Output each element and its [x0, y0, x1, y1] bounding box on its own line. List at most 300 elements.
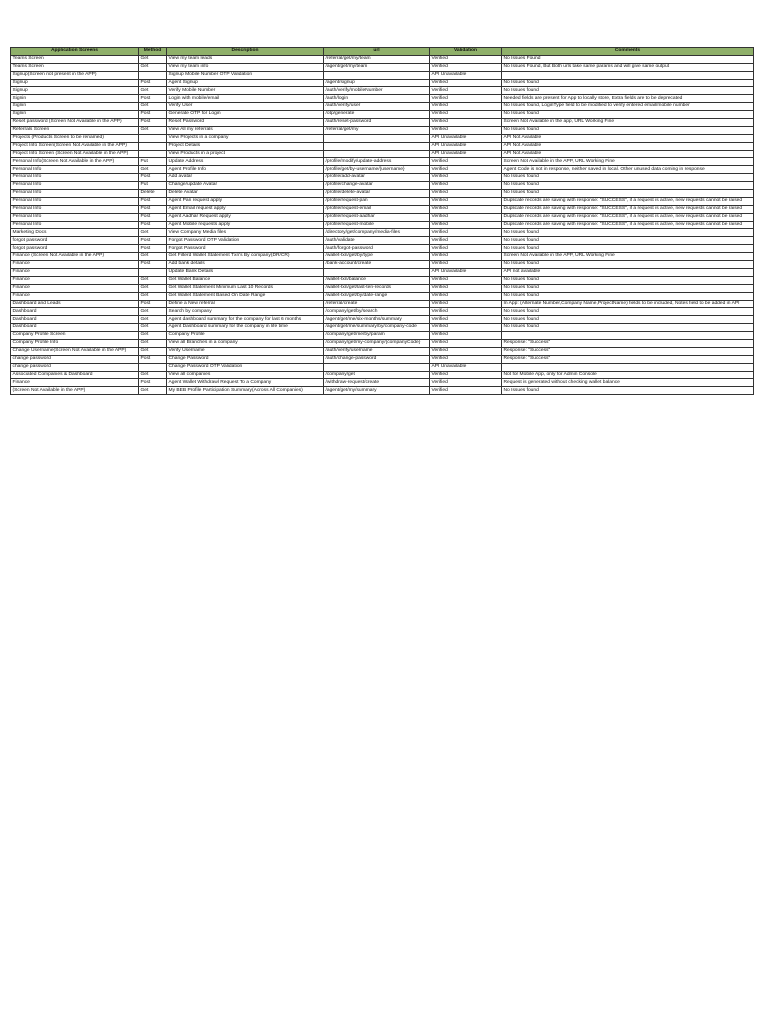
cell-url [324, 134, 430, 142]
cell-validation: API Unavailable [430, 134, 502, 142]
cell-comments: No Issues found [502, 324, 754, 332]
cell-url: /profile/request-mobile [324, 221, 430, 229]
cell-comments: Agent Code is not in response, neither saved in local. Other unused data coming in response [502, 166, 754, 174]
cell-validation: Verified [430, 63, 502, 71]
table-row [11, 166, 754, 174]
table-row [11, 79, 754, 87]
column-header-comments: Comments [502, 48, 754, 56]
cell-url: /auth/reset-password [324, 119, 430, 127]
table-row [11, 95, 754, 103]
cell-method: Get [139, 166, 167, 174]
cell-url: /wallet-txn/get/last-ten-records [324, 284, 430, 292]
cell-validation: Verified [430, 79, 502, 87]
cell-method: Get [139, 229, 167, 237]
table-row [11, 134, 754, 142]
cell-validation: Verified [430, 158, 502, 166]
table-body [11, 55, 754, 394]
cell-comments: Duplicate records are saving with response: "SUCCESS", if a request is active, new requests cannot be raised [502, 213, 754, 221]
cell-method: Put [139, 182, 167, 190]
table-row [11, 142, 754, 150]
cell-application-screen: Finance [11, 284, 139, 292]
table-row [11, 245, 754, 253]
cell-comments: No Issues found [502, 308, 754, 316]
cell-description: Agent Dashboard summary for the company in life time [167, 324, 324, 332]
table-row [11, 71, 754, 79]
table-row [11, 268, 754, 276]
cell-method: Get [139, 339, 167, 347]
cell-application-screen: Personal Info [11, 190, 139, 198]
cell-url: /referral/get/my [324, 126, 430, 134]
cell-validation: Verified [430, 276, 502, 284]
cell-comments: Duplicate records are saving with response: "SUCCESS", if a request is active, new requests cannot be raised [502, 205, 754, 213]
table-row [11, 253, 754, 261]
cell-comments [502, 363, 754, 371]
cell-application-screen: Dashboard [11, 308, 139, 316]
cell-comments: No Issues found [502, 79, 754, 87]
table-row [11, 308, 754, 316]
cell-comments: No Issues found [502, 316, 754, 324]
cell-url: /profile/get/by-username/{username} [324, 166, 430, 174]
cell-url: /wallet-txn/balance [324, 276, 430, 284]
cell-validation: Verified [430, 95, 502, 103]
cell-application-screen: (Screen Not Available in the APP) [11, 387, 139, 395]
cell-url: /withdraw-request/create [324, 379, 430, 387]
cell-comments: No Issues found, LoginType field to be modified to verify entered email/mobile number [502, 103, 754, 111]
cell-method: Post [139, 261, 167, 269]
cell-comments: Screen Not Available in the APP, URL Working Fine [502, 158, 754, 166]
cell-application-screen: Personal Info [11, 213, 139, 221]
cell-application-screen: Projects (Products Screen to be renamed) [11, 134, 139, 142]
cell-method [139, 134, 167, 142]
cell-url: /agent/get/me/summary/by/company-code [324, 324, 430, 332]
cell-url: /company/get [324, 371, 430, 379]
cell-method: Get [139, 63, 167, 71]
cell-validation: Verified [430, 355, 502, 363]
cell-application-screen: Finance [11, 292, 139, 300]
cell-method: Post [139, 111, 167, 119]
cell-url: /profile/request-email [324, 205, 430, 213]
column-header-application-screens: Application Screens [11, 48, 139, 56]
cell-application-screen: Project Info Screen (Screen Not Available in the APP) [11, 150, 139, 158]
cell-method: Get [139, 87, 167, 95]
cell-validation: Verified [430, 213, 502, 221]
cell-method: Put [139, 158, 167, 166]
cell-url: /wallet-txn/get/by/type [324, 253, 430, 261]
cell-description: View all companies [167, 371, 324, 379]
cell-description: Agent Mobile requests apply [167, 221, 324, 229]
cell-description: Agent Profile Info [167, 166, 324, 174]
cell-application-screen: Project Info Screen(Screen Not Available in the APP) [11, 142, 139, 150]
table-row [11, 261, 754, 269]
cell-description: Add avatar [167, 174, 324, 182]
table-row [11, 387, 754, 395]
cell-url: /otp/generate [324, 111, 430, 119]
cell-application-screen: Finance [11, 379, 139, 387]
cell-comments: Needed fields are present for App to locally store, Extra fields are to be deprecated [502, 95, 754, 103]
table-row [11, 205, 754, 213]
cell-url: /referral/create [324, 300, 430, 308]
cell-method: Post [139, 300, 167, 308]
cell-validation: Verified [430, 126, 502, 134]
cell-url: /agent/get/my/team [324, 63, 430, 71]
cell-application-screen: change password [11, 363, 139, 371]
cell-application-screen: Personal Info [11, 205, 139, 213]
cell-comments: API Not Available [502, 134, 754, 142]
cell-description: Change Password OTP Validation [167, 363, 324, 371]
cell-method: Post [139, 213, 167, 221]
cell-comments: Response: "Success" [502, 339, 754, 347]
cell-application-screen: Signup [11, 87, 139, 95]
table-row [11, 363, 754, 371]
cell-validation: API Unavailable [430, 363, 502, 371]
cell-comments: API Not Available [502, 142, 754, 150]
cell-comments: Request is generated without checking wallet balance [502, 379, 754, 387]
cell-comments: No Issues found [502, 276, 754, 284]
cell-description: View All my referrals [167, 126, 324, 134]
table-row [11, 324, 754, 332]
cell-validation: Verified [430, 229, 502, 237]
cell-url: /profile/change-avatar [324, 182, 430, 190]
cell-application-screen: Teams Screen [11, 55, 139, 63]
cell-comments: No Issues found [502, 126, 754, 134]
table-row [11, 347, 754, 355]
cell-description: Change/update Avatar [167, 182, 324, 190]
cell-comments: API not available [502, 268, 754, 276]
cell-method: Post [139, 79, 167, 87]
table-row [11, 213, 754, 221]
table-row [11, 197, 754, 205]
cell-comments: Not for Mobile App, only for Admin Console [502, 371, 754, 379]
cell-method: Get [139, 387, 167, 395]
header-row [11, 48, 754, 56]
table-row [11, 332, 754, 340]
cell-url [324, 150, 430, 158]
cell-validation: Verified [430, 182, 502, 190]
cell-application-screen: Personal Info(Screen Not Available in the APP) [11, 158, 139, 166]
table-row [11, 174, 754, 182]
cell-description: Get Wallet Statement Based On Date Range [167, 292, 324, 300]
table-row [11, 284, 754, 292]
cell-comments: No Issues Found [502, 55, 754, 63]
cell-description: Agent Email request apply [167, 205, 324, 213]
cell-comments: No Issues found [502, 292, 754, 300]
cell-application-screen: Finance [11, 268, 139, 276]
cell-validation: API Unavailable [430, 71, 502, 79]
cell-validation: Verified [430, 379, 502, 387]
table-row [11, 111, 754, 119]
cell-url: /referral/get/my/team [324, 55, 430, 63]
cell-application-screen: Dashboard [11, 324, 139, 332]
cell-description: Company Profile [167, 332, 324, 340]
column-header-method: Method [139, 48, 167, 56]
cell-validation: Verified [430, 190, 502, 198]
cell-application-screen: Finance (Screen Not Available in the APP) [11, 253, 139, 261]
cell-method [139, 150, 167, 158]
cell-comments: No Issues found [502, 111, 754, 119]
cell-description: Define a New referral [167, 300, 324, 308]
cell-application-screen: Reset password (Screen Not Available in the APP) [11, 119, 139, 127]
cell-url: /auth/verify/mobileNumber [324, 87, 430, 95]
cell-validation: Verified [430, 253, 502, 261]
cell-validation: Verified [430, 55, 502, 63]
cell-description: Verify User [167, 103, 324, 111]
cell-method: Get [139, 347, 167, 355]
cell-method: Post [139, 197, 167, 205]
cell-validation: Verified [430, 324, 502, 332]
table-row [11, 150, 754, 158]
cell-url [324, 71, 430, 79]
cell-comments: No Issues found [502, 229, 754, 237]
cell-method: Post [139, 379, 167, 387]
cell-validation: Verified [430, 237, 502, 245]
table-row [11, 300, 754, 308]
cell-method: Post [139, 119, 167, 127]
cell-description: Verify Mobile Number [167, 87, 324, 95]
cell-validation: Verified [430, 87, 502, 95]
cell-method: Get [139, 324, 167, 332]
cell-description: Forgot Password [167, 245, 324, 253]
cell-url: /profile/modify/update-address [324, 158, 430, 166]
cell-application-screen: Signin [11, 111, 139, 119]
cell-method: Get [139, 55, 167, 63]
cell-description: Signup Mobile Number OTP Validation [167, 71, 324, 79]
cell-comments: No Issues found [502, 174, 754, 182]
cell-application-screen: Signup [11, 79, 139, 87]
cell-comments [502, 332, 754, 340]
cell-url: /profile/request-pan [324, 197, 430, 205]
cell-application-screen: Finance [11, 276, 139, 284]
cell-validation: API Unavailable [430, 268, 502, 276]
cell-description: Agent dashboard summary for the company for last 6 months [167, 316, 324, 324]
cell-application-screen: Personal Info [11, 182, 139, 190]
cell-application-screen: change password [11, 355, 139, 363]
cell-description: Update Address [167, 158, 324, 166]
cell-comments: No Issues found [502, 182, 754, 190]
column-header-validation: Validation [430, 48, 502, 56]
cell-url [324, 363, 430, 371]
cell-description: Delete Avatar [167, 190, 324, 198]
cell-description: Reset Password [167, 119, 324, 127]
table-row [11, 316, 754, 324]
column-header-url: url [324, 48, 430, 56]
table-row [11, 103, 754, 111]
cell-description: Search by company [167, 308, 324, 316]
cell-method: Post [139, 174, 167, 182]
table-row [11, 355, 754, 363]
cell-description: Agent Aadhar Request apply [167, 213, 324, 221]
cell-method: Post [139, 221, 167, 229]
table-row [11, 379, 754, 387]
cell-validation: Verified [430, 316, 502, 324]
cell-description: Verify Username [167, 347, 324, 355]
cell-description: Forgot Password OTP Validation [167, 237, 324, 245]
cell-method [139, 142, 167, 150]
cell-description: Agent Pan request apply [167, 197, 324, 205]
cell-url [324, 142, 430, 150]
cell-method: Post [139, 205, 167, 213]
cell-validation: API Unavailable [430, 150, 502, 158]
cell-application-screen: Signin [11, 103, 139, 111]
cell-comments: Response: "Success" [502, 347, 754, 355]
cell-method: Get [139, 332, 167, 340]
table-row [11, 87, 754, 95]
table-row [11, 119, 754, 127]
cell-method: Get [139, 284, 167, 292]
cell-url: /auth/verify/username [324, 347, 430, 355]
cell-method: Get [139, 126, 167, 134]
cell-method [139, 363, 167, 371]
cell-comments: No Issues found [502, 245, 754, 253]
cell-description: Generate OTP for Login [167, 111, 324, 119]
cell-url: /profile/request-aadhar [324, 213, 430, 221]
cell-url: /auth/verify/user [324, 103, 430, 111]
cell-url [324, 268, 430, 276]
cell-validation: Verified [430, 371, 502, 379]
cell-validation: Verified [430, 119, 502, 127]
cell-description: Get Wallet Balance [167, 276, 324, 284]
cell-application-screen: Marketing Docs [11, 229, 139, 237]
cell-url: /directory/get/company/media-files [324, 229, 430, 237]
cell-application-screen: Signin [11, 95, 139, 103]
cell-comments [502, 71, 754, 79]
cell-validation: Verified [430, 347, 502, 355]
cell-comments: No Issues found [502, 87, 754, 95]
cell-validation: Verified [430, 300, 502, 308]
table-row [11, 371, 754, 379]
cell-method [139, 71, 167, 79]
cell-description: Agent Signup [167, 79, 324, 87]
cell-description: View Projects in a company [167, 134, 324, 142]
cell-url: /bank-account/create [324, 261, 430, 269]
cell-validation: API Unavailable [430, 142, 502, 150]
api-validation-sheet [10, 47, 754, 395]
cell-comments: No Issues found [502, 284, 754, 292]
cell-description: View all Branches in a company [167, 339, 324, 347]
cell-validation: Verified [430, 308, 502, 316]
cell-validation: Verified [430, 174, 502, 182]
cell-application-screen: Signup(Screen not present in the APP) [11, 71, 139, 79]
cell-url: /agent/get/me/six-months/summary [324, 316, 430, 324]
cell-application-screen: Personal Info [11, 174, 139, 182]
cell-description: View Products in a project [167, 150, 324, 158]
cell-url: /auth/change-password [324, 355, 430, 363]
cell-url: /auth/forgot-password [324, 245, 430, 253]
cell-comments: In App: (Alternate Number,Company Name,ProjectName) fields to be included, Notes field to be added in API [502, 300, 754, 308]
cell-description: Add bank details [167, 261, 324, 269]
cell-validation: Verified [430, 332, 502, 340]
cell-description: Update Bank Details [167, 268, 324, 276]
cell-method: Post [139, 237, 167, 245]
cell-url: /auth/validate [324, 237, 430, 245]
cell-method: Get [139, 103, 167, 111]
cell-url: /profile/delete-avatar [324, 190, 430, 198]
cell-method: Post [139, 245, 167, 253]
cell-validation: Verified [430, 261, 502, 269]
cell-application-screen: Referrals Screen [11, 126, 139, 134]
cell-comments: Duplicate records are saving with response: "SUCCESS", if a request is active, new requests cannot be raised [502, 221, 754, 229]
cell-validation: Verified [430, 103, 502, 111]
cell-validation: Verified [430, 284, 502, 292]
cell-url: /auth/login [324, 95, 430, 103]
cell-comments: No Issues found [502, 237, 754, 245]
cell-validation: Verified [430, 205, 502, 213]
cell-url: /company/get/me/by/param [324, 332, 430, 340]
cell-url: /company/get/my-company/{companyCode} [324, 339, 430, 347]
table-row [11, 276, 754, 284]
cell-method: Get [139, 308, 167, 316]
cell-validation: Verified [430, 221, 502, 229]
cell-url: /company/get/by/search [324, 308, 430, 316]
cell-application-screen: Change Username(Screen Not Available in the APP) [11, 347, 139, 355]
cell-description: Agent Wallet Withdrawl Request To a Company [167, 379, 324, 387]
cell-application-screen: Personal Info [11, 166, 139, 174]
cell-method: Post [139, 355, 167, 363]
cell-description: Get Wallet Statement Minimum Last 10 Records [167, 284, 324, 292]
cell-method: Get [139, 316, 167, 324]
cell-validation: Verified [430, 292, 502, 300]
cell-application-screen: forgot password [11, 237, 139, 245]
cell-method [139, 268, 167, 276]
cell-comments: Response: "Success" [502, 355, 754, 363]
cell-url: /agent/get/my/summary [324, 387, 430, 395]
cell-application-screen: Company Profile Screen [11, 332, 139, 340]
table-row [11, 237, 754, 245]
cell-description: View my team info [167, 63, 324, 71]
table-row [11, 229, 754, 237]
cell-validation: Verified [430, 166, 502, 174]
cell-comments: No Issues found [502, 190, 754, 198]
cell-method: Post [139, 95, 167, 103]
cell-url: /profile/add-avatar [324, 174, 430, 182]
cell-application-screen: Teams Screen [11, 63, 139, 71]
cell-application-screen: Personal Info [11, 197, 139, 205]
cell-application-screen: Associated Companies & Dashboard [11, 371, 139, 379]
table-row [11, 339, 754, 347]
cell-method: Get [139, 253, 167, 261]
cell-application-screen: Personal Info [11, 221, 139, 229]
cell-url: /agent/signup [324, 79, 430, 87]
table-row [11, 190, 754, 198]
cell-validation: Verified [430, 245, 502, 253]
cell-application-screen: forgot password [11, 245, 139, 253]
cell-description: Get Filterd Wallet Statement Txn's By company(DR/CR) [167, 253, 324, 261]
column-header-description: Description [167, 48, 324, 56]
cell-comments: Screen Not Available in the app, URL Working Fine [502, 119, 754, 127]
cell-application-screen: Company Profile Info [11, 339, 139, 347]
cell-method: Delete [139, 190, 167, 198]
table-row [11, 158, 754, 166]
cell-method: Get [139, 292, 167, 300]
cell-comments: Screen Not Available in the APP, URL Working Fine [502, 253, 754, 261]
cell-validation: Verified [430, 387, 502, 395]
table-row [11, 182, 754, 190]
cell-description: Change Password [167, 355, 324, 363]
cell-description: View Company Media files [167, 229, 324, 237]
cell-application-screen: Dashboard and Leads [11, 300, 139, 308]
cell-comments: Duplicate records are saving with response: "SUCCESS", if a request is active, new requests cannot be raised [502, 197, 754, 205]
cell-comments: API Not Available [502, 150, 754, 158]
cell-method: Get [139, 371, 167, 379]
table-row [11, 126, 754, 134]
table-row [11, 55, 754, 63]
cell-description: My BEB Profile Participation Summary(Across All Companies) [167, 387, 324, 395]
cell-comments: No Issues found [502, 387, 754, 395]
table-row [11, 63, 754, 71]
cell-application-screen: Dashboard [11, 316, 139, 324]
cell-validation: Verified [430, 111, 502, 119]
cell-comments: No Issues found [502, 261, 754, 269]
cell-description: Project Details [167, 142, 324, 150]
